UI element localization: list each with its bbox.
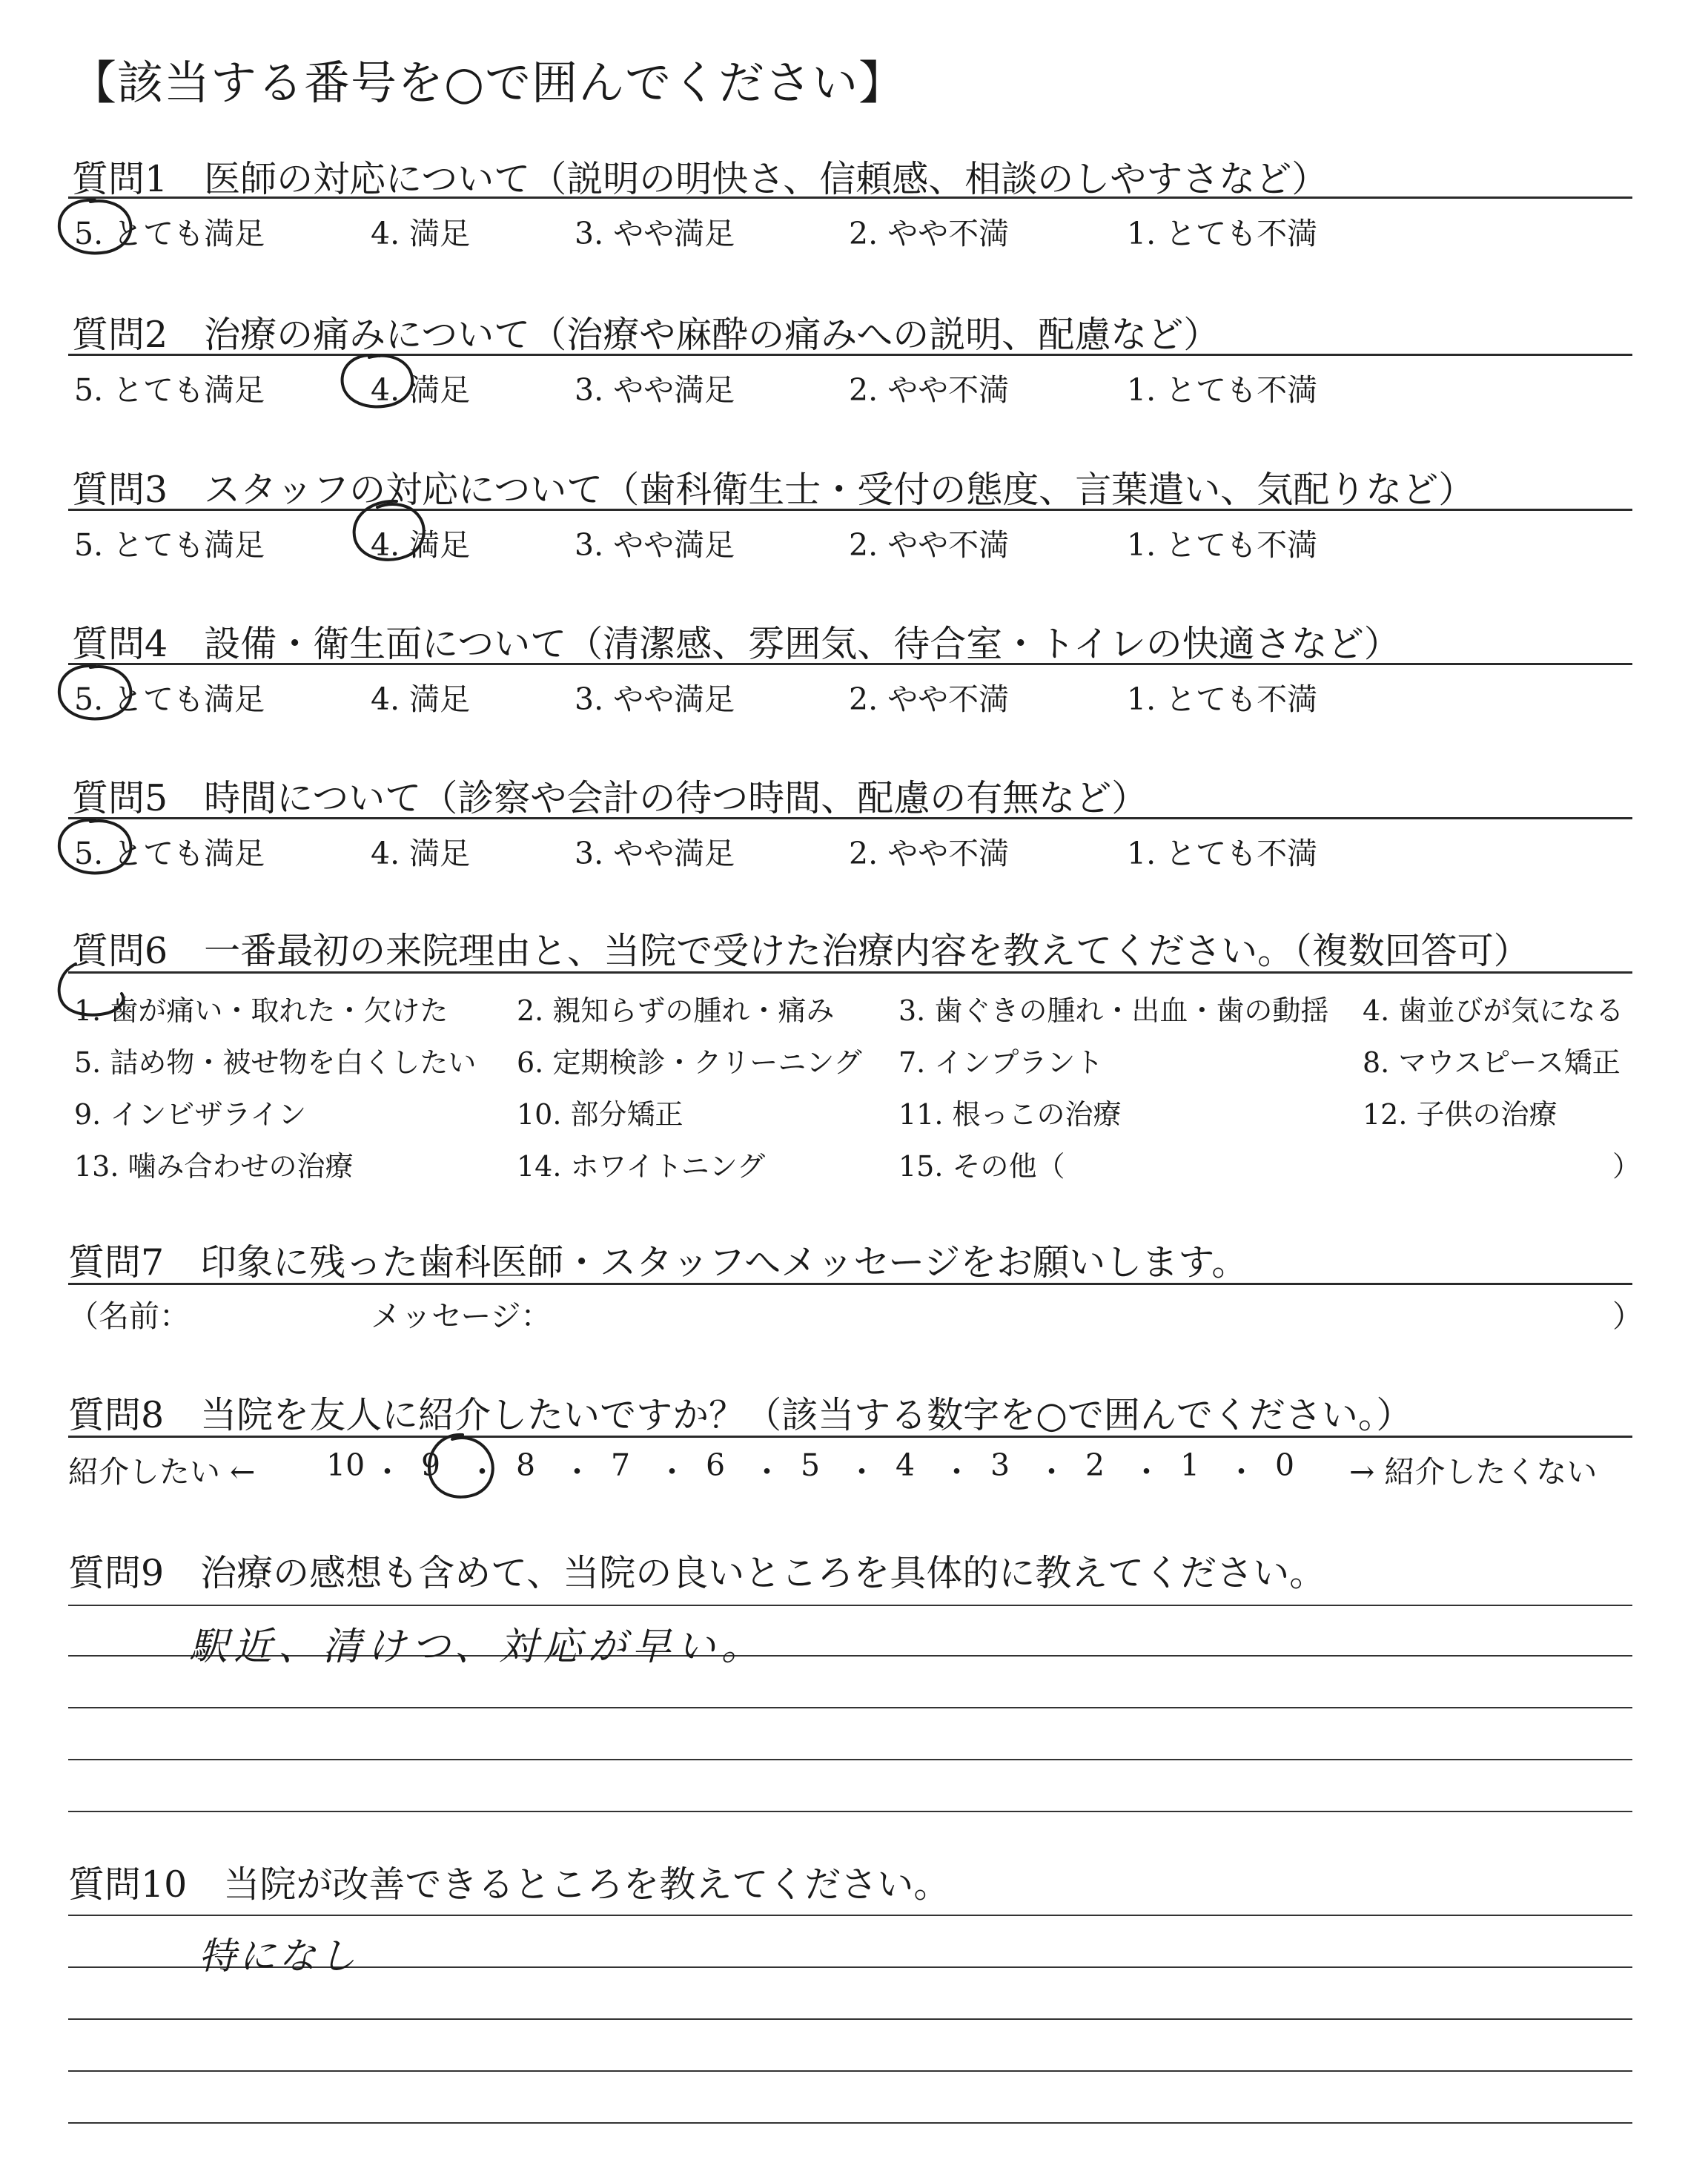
q10-line-3 (68, 2018, 1632, 2020)
q5-selection-circle (52, 814, 141, 881)
question-3-rule (68, 509, 1632, 511)
q6-option-11[interactable]: 11. 根っこの治療 (898, 1098, 1122, 1131)
q8-scale-separator: ・ (372, 1454, 403, 1490)
q2-option-1[interactable]: 1. とても不満 (1127, 372, 1318, 408)
q10-line-1 (68, 1915, 1632, 1916)
q7-name-label: （名前： (68, 1298, 190, 1334)
q4-option-4[interactable]: 4. 満足 (371, 681, 471, 717)
q5-option-3[interactable]: 3. やや満足 (575, 836, 735, 871)
question-8-title: 質問8 当院を友人に紹介したいですか？（該当する数字を○で囲んでください。） (68, 1394, 1413, 1436)
q8-scale-separator: ・ (467, 1454, 497, 1490)
q8-scale-6[interactable]: 6 (706, 1447, 726, 1483)
q4-option-1[interactable]: 1. とても不満 (1127, 681, 1318, 717)
question-7-rule (68, 1283, 1632, 1285)
q7-message-label: メッセージ： (371, 1298, 552, 1334)
q3-selection-circle (345, 495, 434, 569)
q2-option-5[interactable]: 5. とても満足 (74, 372, 265, 408)
q6-option-10[interactable]: 10. 部分矯正 (517, 1098, 683, 1131)
q9-handwritten-answer (189, 1615, 1004, 1667)
q6-option-13[interactable]: 13. 噛み合わせの治療 (74, 1150, 354, 1183)
q10-line-5 (68, 2122, 1632, 2124)
q9-line-5 (68, 1811, 1632, 1812)
q8-scale-separator: ・ (562, 1454, 592, 1490)
q6-option-1[interactable]: 1. 歯が痛い・取れた・欠けた (74, 994, 448, 1027)
q8-scale-9[interactable]: 9 (421, 1447, 441, 1483)
q4-option-5[interactable]: 5. とても満足 (74, 681, 265, 717)
q3-option-1[interactable]: 1. とても不満 (1127, 527, 1318, 563)
question-4-rule (68, 663, 1632, 665)
q1-option-4[interactable]: 4. 満足 (371, 216, 471, 251)
q2-option-4[interactable]: 4. 満足 (371, 372, 471, 408)
q2-option-2[interactable]: 2. やや不満 (849, 372, 1010, 408)
q3-option-2[interactable]: 2. やや不満 (849, 527, 1010, 563)
q4-selection-circle (52, 660, 141, 727)
question-2-rule (68, 354, 1632, 356)
q8-scale-separator: ・ (752, 1454, 782, 1490)
q6-option-7[interactable]: 7. インプラント (898, 1046, 1104, 1079)
q8-scale-0[interactable]: 0 (1275, 1447, 1295, 1483)
q8-selection-circle (415, 1427, 504, 1509)
q3-option-5[interactable]: 5. とても満足 (74, 527, 265, 563)
q2-option-3[interactable]: 3. やや満足 (575, 372, 735, 408)
q10-line-4 (68, 2070, 1632, 2072)
q1-option-2[interactable]: 2. やや不満 (849, 216, 1010, 251)
q8-scale-10[interactable]: 10 (326, 1447, 365, 1483)
q8-scale-7[interactable]: 7 (611, 1447, 631, 1483)
q6-option-14[interactable]: 14. ホワイトニング (517, 1150, 766, 1183)
q8-scale-1[interactable]: 1 (1180, 1447, 1200, 1483)
q6-option-3[interactable]: 3. 歯ぐきの腫れ・出血・歯の動揺 (898, 994, 1329, 1027)
q9-line-4 (68, 1759, 1632, 1760)
q9-line-3 (68, 1707, 1632, 1708)
q8-left-label: 紹介したい ← (68, 1454, 256, 1490)
q1-option-1[interactable]: 1. とても不満 (1127, 216, 1318, 251)
q6-selection-circle (46, 957, 135, 1023)
question-1-title: 質問1 医師の対応について（説明の明快さ、信頼感、相談のしやすさなど） (72, 158, 1328, 200)
q4-option-3[interactable]: 3. やや満足 (575, 681, 735, 717)
q8-scale-separator: ・ (847, 1454, 877, 1490)
question-4-title: 質問4 設備・衛生面について（清潔感、雰囲気、待合室・トイレの快適さなど） (72, 623, 1400, 665)
q1-selection-circle (52, 194, 141, 261)
question-6-title: 質問6 一番最初の来院理由と、当院で受けた治療内容を教えてください。（複数回答可） (72, 930, 1530, 972)
q8-scale-separator: ・ (657, 1454, 687, 1490)
q5-option-1[interactable]: 1. とても不満 (1127, 836, 1318, 871)
q8-scale-3[interactable]: 3 (990, 1447, 1010, 1483)
question-3-title: 質問3 スタッフの対応について（歯科衛生士・受付の態度、言葉遣い、気配りなど） (72, 469, 1475, 511)
form-title: 【該当する番号を○で囲んでください】 (70, 56, 906, 110)
question-9-title: 質問9 治療の感想も含めて、当院の良いところを具体的に教えてください。 (68, 1552, 1326, 1594)
question-6-rule (68, 971, 1632, 974)
q8-scale-separator: ・ (1131, 1454, 1162, 1490)
q1-option-5[interactable]: 5. とても満足 (74, 216, 265, 251)
question-5-rule (68, 817, 1632, 819)
q8-scale-4[interactable]: 4 (896, 1447, 916, 1483)
question-10-title: 質問10 当院が改善できるところを教えてください。 (68, 1863, 950, 1906)
q8-scale-separator: ・ (941, 1454, 972, 1490)
q9-handwritten-text: 駅近、清けつ、対応が早い。 (189, 1625, 766, 1669)
q8-scale-8[interactable]: 8 (516, 1447, 536, 1483)
q5-option-2[interactable]: 2. やや不満 (849, 836, 1010, 871)
q10-handwritten-text: 特になし (199, 1935, 359, 1978)
q8-right-label: → 紹介したくない (1349, 1454, 1598, 1490)
q5-option-4[interactable]: 4. 満足 (371, 836, 471, 871)
q6-other-close-paren: ） (1612, 1150, 1641, 1183)
question-8-rule (68, 1436, 1632, 1438)
q3-option-3[interactable]: 3. やや満足 (575, 527, 735, 563)
q6-option-9[interactable]: 9. インビザライン (74, 1098, 307, 1131)
q8-scale-2[interactable]: 2 (1085, 1447, 1105, 1483)
q2-selection-circle (334, 349, 423, 415)
q8-scale-separator: ・ (1226, 1454, 1257, 1490)
q8-scale-5[interactable]: 5 (801, 1447, 821, 1483)
q6-option-4[interactable]: 4. 歯並びが気になる (1363, 994, 1624, 1027)
q1-option-3[interactable]: 3. やや満足 (575, 216, 735, 251)
q9-line-1 (68, 1605, 1632, 1606)
question-1-rule (68, 196, 1632, 199)
q6-option-8[interactable]: 8. マウスピース矯正 (1363, 1046, 1621, 1079)
q6-option-12[interactable]: 12. 子供の治療 (1363, 1098, 1558, 1131)
question-5-title: 質問5 時間について（診察や会計の待つ時間、配慮の有無など） (72, 777, 1148, 819)
q6-option-6[interactable]: 6. 定期検診・クリーニング (517, 1046, 862, 1079)
question-2-title: 質問2 治療の痛みについて（治療や麻酔の痛みへの説明、配慮など） (72, 314, 1220, 356)
q5-option-5[interactable]: 5. とても満足 (74, 836, 265, 871)
q3-option-4[interactable]: 4. 満足 (371, 527, 471, 563)
q6-option-5[interactable]: 5. 詰め物・被せ物を白くしたい (74, 1046, 477, 1079)
question-7-title: 質問7 印象に残った歯科医師・スタッフへメッセージをお願いします。 (68, 1241, 1248, 1284)
q4-option-2[interactable]: 2. やや不満 (849, 681, 1010, 717)
q10-handwritten-answer (199, 1926, 510, 1978)
q7-close-paren: ） (1612, 1298, 1643, 1334)
q8-scale-separator: ・ (1036, 1454, 1067, 1490)
q6-option-2[interactable]: 2. 親知らずの腫れ・痛み (517, 994, 835, 1027)
q6-option-15[interactable]: 15. その他（ (898, 1150, 1065, 1183)
